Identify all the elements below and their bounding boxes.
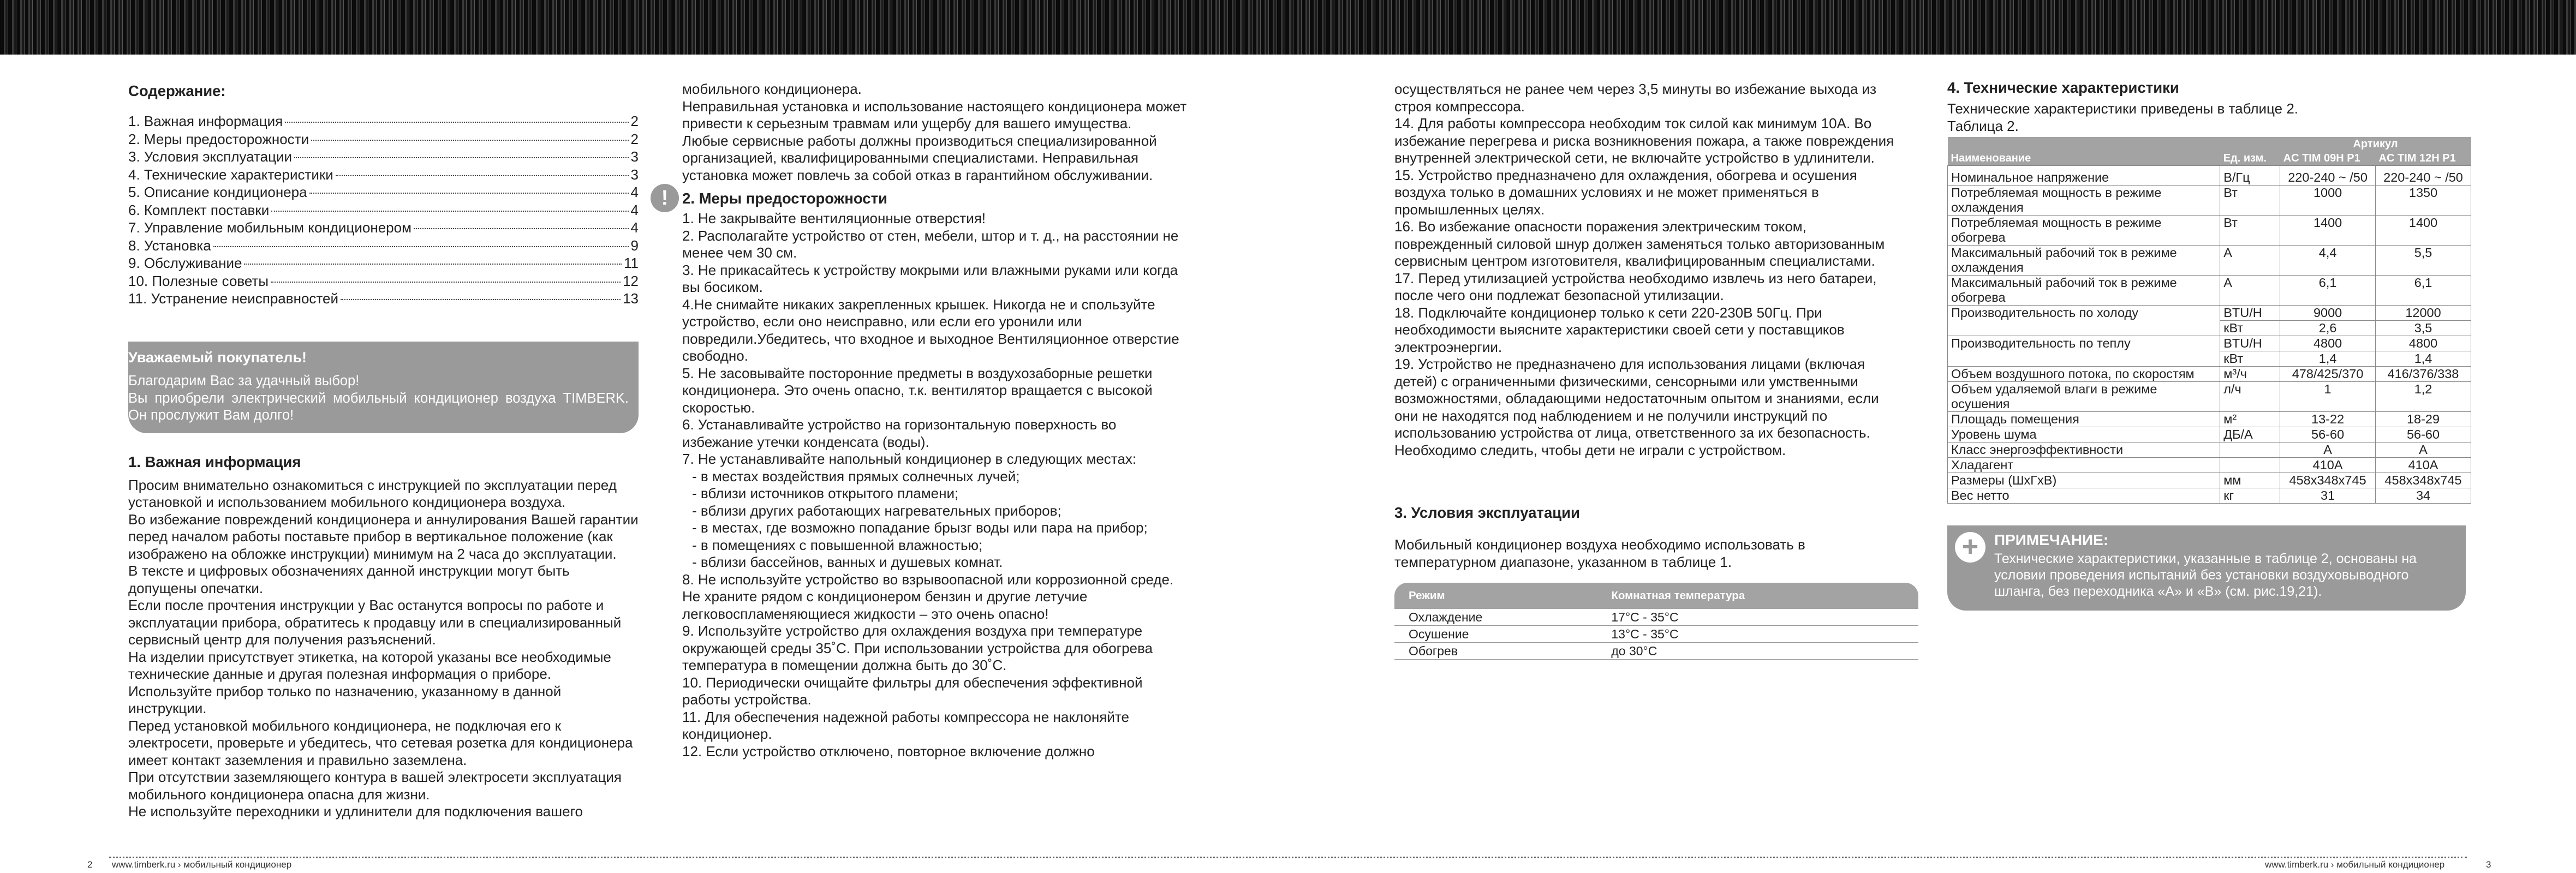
column-2 [661, 81, 1190, 760]
toc-item[interactable]: 5. Описание кондиционера 4 [128, 184, 639, 200]
paragraph: Во избежание повреждений кондиционера и аннулирования Вашей гарантии перед началом работы поставьте прибор в вертикальное положение (как изображено на обложке инструкции) минимум на 2 часа до эксплуатации. [128, 511, 639, 562]
toc-item[interactable]: 1. Важная информация 2 [128, 113, 639, 129]
list-item: 7. Не устанавливайте напольный кондиционер в следующих местах: [682, 451, 1137, 467]
list-item: 14. Для работы компрессора необходим ток силой как минимум 10А. Во избежание перегрева и риска возникновения пожара, а также повреждения внутренней электрической сети, не включайте устройство в удлинители. [1394, 115, 1894, 166]
paragraph: Мобильный кондиционер воздуха необходимо использовать в температурном диапазоне, указанном в таблице 1. [1394, 536, 1805, 570]
footer-divider [109, 857, 2467, 858]
list-item: 11. Для обеспечения надежной работы компрессора не наклоняйте кондиционер. [682, 708, 1129, 742]
paragraph: Не используйте переходники и удлинители для подключения вашего [128, 803, 583, 820]
paragraph: На изделии присутствует этикетка, на которой указаны все необходимые технические данные и другая полезная информация о приборе. Используйте прибор только по назначению, указанному в данной инструкции. [128, 648, 611, 716]
table-row: Потребляемая мощность в режиме обогрева Вт 1400 1400 [1948, 216, 2471, 246]
toc-item[interactable]: 7. Управление мобильным кондиционером 4 [128, 219, 639, 236]
operating-conditions-section [1394, 504, 1902, 660]
toc-item[interactable]: 11. Устранение неисправностей 13 [128, 290, 639, 307]
paragraph: Неправильная установка и использование настоящего кондиционера может привести к серьезным травмам или ущербу для вашего имущества. [682, 98, 1187, 131]
toc-item[interactable]: 3. Условия эксплуатации 3 [128, 148, 639, 165]
toc-title: Содержание: [128, 82, 226, 99]
note-title: ПРИМЕЧАНИЕ: [1994, 531, 2109, 548]
table-row: Производительность по теплу BTU/H 4800 4800 [1948, 336, 2471, 351]
paragraph: мобильного кондиционера. [682, 81, 862, 97]
table-row: Максимальный рабочий ток в режиме охлаждения А 4,4 5,5 [1948, 246, 2471, 276]
warning-icon: ! [651, 184, 679, 212]
table-row: Объем удаляемой влаги в режиме осушения л/ч 1 1,2 [1948, 382, 2471, 412]
list-item: - в помещениях с повышенной влажностью; [692, 536, 983, 553]
section-heading: 4. Технические характеристики [1947, 79, 2179, 96]
column-3 [1394, 81, 1902, 660]
footer-link-left[interactable]: www.timberk.ru › мобильный кондиционер [112, 859, 292, 870]
customer-greeting-box [128, 342, 639, 433]
footer-link-right[interactable]: www.timberk.ru › мобильный кондиционер [2265, 859, 2445, 870]
list-item: 19. Устройство не предназначено для использования лицами (включая детей) с ограниченными физическими, сенсорными или умственными возможностями, обладающими недостаточным опытом и знаниями, если они не находятся под наблюдением и не получили инструкций по использованию устройства от лица, ответственного за их безопасность. Необходимо следить, чтобы дети не играли с устройством. [1394, 356, 1879, 458]
list-item: 15. Устройство предназначено для охлаждения, обогрева и осушения воздуха только в домашних условиях и не может применяться в промышленных целях. [1394, 166, 1857, 218]
toc-item[interactable]: 10. Полезные советы 12 [128, 272, 639, 289]
list-item: - вблизи источников открытого пламени; [692, 485, 959, 501]
customer-greeting-line: Вы приобрели электрический мобильный кондиционер воздуха TIMBERK. Он прослужит Вам долго! [128, 390, 629, 423]
table-row: Осушение 13°C - 35°C [1394, 625, 1918, 642]
section-heading: 1. Важная информация [128, 453, 301, 470]
paragraph: Любые сервисные работы должны производиться специализированной организацией, квалифицированными специалистами. Неправильная установка может повлечь за собой отказ в гарантийном обслуживании. [682, 132, 1157, 183]
paragraph: Перед установкой мобильного кондиционера, не подключая его к электросети, проверьте и убедитесь, что сетевая розетка для кондиционера имеет контакт заземления и правильно заземлена. [128, 717, 633, 768]
toc-item[interactable]: 9. Обслуживание 11 [128, 255, 639, 271]
table-row: Размеры (ШхГхВ) мм 458x348x745 458x348x745 [1948, 473, 2471, 488]
paragraph: Если после прочтения инструкции у Вас останутся вопросы по работе и эксплуатации прибора, обратитесь к продавцу или в специализированный сервисный центр для получения разъяснений. [128, 597, 622, 648]
table-row: Охлаждение 17°C - 35°C [1394, 609, 1918, 626]
table-row: Производительность по холоду BTU/H 9000 12000 [1948, 306, 2471, 321]
list-item: 3. Не прикасайтесь к устройству мокрыми или влажными руками или когда вы босиком. [682, 261, 1178, 295]
paragraph: Технические характеристики приведены в таблице 2. [1947, 100, 2299, 117]
list-item: 8. Не используйте устройство во взрывоопасной или коррозионной среде. Не храните рядом с кондиционером бензин и другие летучие легковоспламеняющиеся жидкости – это очень опасно! [682, 571, 1174, 622]
toc-item[interactable]: 4. Технические характеристики 3 [128, 166, 639, 183]
column-4 [1947, 79, 2466, 611]
table-row: Вес нетто кг 31 34 [1948, 488, 2471, 504]
list-item: 18. Подключайте кондиционер только к сети 220-230В 50Гц. При необходимости выясните характеристики своей сети у поставщиков электроэнергии. [1394, 304, 1845, 355]
important-info-section [128, 453, 639, 821]
list-item: - в местах воздействия прямых солнечных лучей; [692, 468, 1020, 485]
list-item: 5. Не засовывайте посторонние предметы в воздухозаборные решетки кондиционера. Это очень опасно, т.к. вентилятор вращается с высокой скоростью. [682, 364, 1153, 416]
table-row: Потребляемая мощность в режиме охлаждения Вт 1000 1350 [1948, 186, 2471, 216]
conditions-table-wrap [1394, 583, 1918, 660]
list-item: 16. Во избежание опасности поражения электрическим током, поврежденный силовой шнур должен заменяться только авторизованным сервисным центром изготовителя, квалифицированным специалистами. [1394, 218, 1885, 269]
list-item: 2. Располагайте устройство от стен, мебели, штор и т. д., на расстоянии не менее чем 30 см. [682, 227, 1179, 261]
page-number-left: 2 [87, 859, 93, 870]
table-header: Комнатная температура [1597, 583, 1918, 609]
page-number-right: 3 [2486, 859, 2491, 870]
paragraph: При отсутствии заземляющего контура в вашей электросети эксплуатация мобильного кондиционера опасна для жизни. [128, 769, 622, 803]
list-item: 12. Если устройство отключено, повторное включение должно [682, 743, 1095, 760]
table-row: Номинальное напряжение В/Гц 220-240 ~ /50 220-240 ~ /50 [1948, 166, 2471, 186]
list-item: 6. Устанавливайте устройство на горизонтальную поверхность во избежание утечки конденсата (воды). [682, 416, 1117, 450]
list-item: 4.Не снимайте никаких закрепленных крышек. Никогда не и спользуйте устройство, если оно неисправно, или если его уронили или повредили.Убедитесь, что входное и выходное Вентиляционное отверстие свободно. [682, 296, 1179, 364]
table-row: Хладагент 410A 410A [1948, 458, 2471, 473]
table-header: AC TIM 09H P1 [2280, 151, 2376, 166]
list-item: 10. Периодически очищайте фильтры для обеспечения эффективной работы устройства. [682, 674, 1143, 708]
conditions-table [1394, 583, 1918, 660]
column-1 [128, 82, 639, 821]
paragraph: В тексте и цифровых обозначениях данной инструкции могут быть допущены опечатки. [128, 563, 570, 596]
paragraph: Таблица 2. [1947, 117, 2019, 134]
table-row: Максимальный рабочий ток в режиме обогрева А 6,1 6,1 [1948, 276, 2471, 306]
precautions-list [682, 210, 1190, 760]
table-row: Уровень шума ДБ/А 56-60 56-60 [1948, 427, 2471, 443]
note-box [1947, 525, 2466, 611]
list-item: - в местах, где возможно попадание брызг воды или пара на прибор; [692, 519, 1148, 536]
list-item: - вблизи других работающих нагревательных приборов; [692, 502, 1062, 519]
toc-item[interactable]: 2. Меры предосторожности 2 [128, 130, 639, 147]
customer-greeting-line: Благодарим Вас за удачный выбор! [128, 373, 360, 388]
precautions-heading-block [661, 187, 1190, 210]
toc-item[interactable]: 6. Комплект поставки 4 [128, 201, 639, 218]
list-item: 1. Не закрывайте вентиляционные отверстия! [682, 210, 986, 226]
table-header: AC TIM 12H P1 [2376, 151, 2471, 166]
section-heading: 3. Условия эксплуатации [1394, 504, 1580, 521]
plus-icon: + [1955, 532, 1985, 563]
table-row: кВт 2,6 3,5 [1948, 321, 2471, 336]
table-row: Площадь помещения м² 13-22 18-29 [1948, 412, 2471, 427]
table-row: Обогрев до 30°C [1394, 642, 1918, 659]
top-stripe-bar [0, 0, 2576, 55]
table-header: Артикул [2280, 137, 2471, 151]
table-row: кВт 1,4 1,4 [1948, 351, 2471, 367]
list-item: - вблизи бассейнов, ванных и душевых комнат. [692, 554, 1003, 570]
table-header: Режим [1394, 583, 1597, 609]
table-row: Объем воздушного потока, по скоростям м³/ч 478/425/370 416/376/338 [1948, 367, 2471, 382]
list-item: 17. Перед утилизацией устройства необходимо извлечь из него батареи, после чего они подлежат безопасной утилизации. [1394, 270, 1877, 303]
table-header: Ед. изм. [2220, 137, 2280, 166]
list-item: осуществляться не ранее чем через 3,5 минуты во избежание выхода из строя компрессора. [1394, 81, 1877, 115]
table-of-contents [128, 112, 639, 308]
toc-item[interactable]: 8. Установка 9 [128, 237, 639, 254]
customer-greeting-title: Уважаемый покупатель! [128, 349, 307, 366]
list-item: 9. Используйте устройство для охлаждения воздуха при температуре окружающей среды 35˚С. При использовании устройства для обогрева температура в помещении должна быть до 30˚С. [682, 623, 1153, 673]
paragraph: Просим внимательно ознакомиться с инструкцией по эксплуатации перед установкой и использованием мобильного кондиционера воздуха. [128, 476, 617, 510]
table-header: Наименование [1948, 137, 2220, 166]
table-row: Класс энергоэффективности A A [1948, 443, 2471, 458]
note-text: Технические характеристики, указанные в таблице 2, основаны на условии проведения испытаний без установки воздуховыводного шланга, без переходника «A» и «B» (см. рис.19,21). [1994, 551, 2417, 599]
specs-table [1947, 137, 2471, 504]
section-heading: 2. Меры предосторожности [682, 190, 887, 207]
